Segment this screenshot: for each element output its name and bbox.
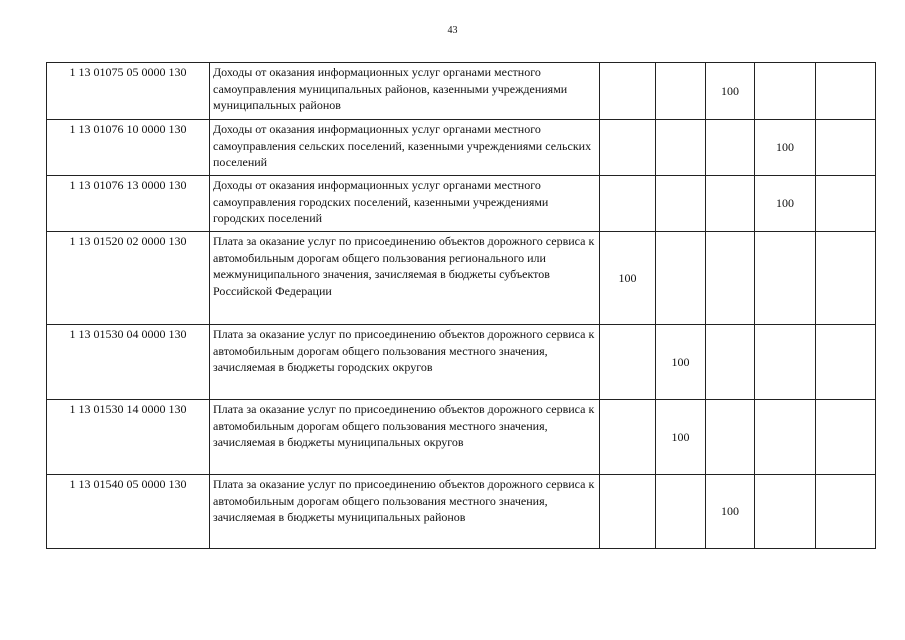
other-budget-cell (816, 232, 876, 325)
city-district-budget-cell (656, 63, 706, 120)
regional-budget-cell (600, 325, 656, 400)
revenue-description-cell: Доходы от оказания информационных услуг органами местного самоуправления городских поселений, казенными учреждениями городских поселений (210, 176, 600, 232)
regional-budget-cell: 100 (600, 232, 656, 325)
municipal-district-budget-cell (706, 120, 755, 176)
revenue-code-cell: 1 13 01530 14 0000 130 (47, 400, 210, 475)
regional-budget-cell (600, 400, 656, 475)
table-row (47, 120, 876, 176)
revenue-code-cell: 1 13 01520 02 0000 130 (47, 232, 210, 325)
other-budget-cell (816, 120, 876, 176)
regional-budget-cell (600, 120, 656, 176)
revenue-description-cell: Плата за оказание услуг по присоединению объектов дорожного сервиса к автомобильным дорогам общего пользования местного значения, зачисляемая в бюджеты муниципальных округов (210, 400, 600, 475)
revenue-description-cell: Плата за оказание услуг по присоединению объектов дорожного сервиса к автомобильным дорогам общего пользования местного значения, зачисляемая в бюджеты муниципальных районов (210, 475, 600, 549)
revenue-description-cell: Плата за оказание услуг по присоединению объектов дорожного сервиса к автомобильным дорогам общего пользования местного значения, зачисляемая в бюджеты городских округов (210, 325, 600, 400)
settlement-budget-cell: 100 (755, 120, 816, 176)
revenue-code-cell: 1 13 01076 10 0000 130 (47, 120, 210, 176)
other-budget-cell (816, 325, 876, 400)
regional-budget-cell (600, 63, 656, 120)
settlement-budget-cell (755, 232, 816, 325)
revenue-description-cell: Доходы от оказания информационных услуг органами местного самоуправления муниципальных районов, казенными учреждениями муниципальных районов (210, 63, 600, 120)
municipal-district-budget-cell (706, 232, 755, 325)
revenue-description-cell: Доходы от оказания информационных услуг органами местного самоуправления сельских поселений, казенными учреждениями сельских поселений (210, 120, 600, 176)
table-row (47, 400, 876, 475)
other-budget-cell (816, 176, 876, 232)
revenue-code-cell: 1 13 01530 04 0000 130 (47, 325, 210, 400)
revenue-code-cell: 1 13 01076 13 0000 130 (47, 176, 210, 232)
revenue-code-cell: 1 13 01540 05 0000 130 (47, 475, 210, 549)
city-district-budget-cell (656, 232, 706, 325)
table-row (47, 232, 876, 325)
other-budget-cell (816, 400, 876, 475)
city-district-budget-cell: 100 (656, 325, 706, 400)
municipal-district-budget-cell (706, 325, 755, 400)
settlement-budget-cell: 100 (755, 176, 816, 232)
city-district-budget-cell (656, 475, 706, 549)
regional-budget-cell (600, 176, 656, 232)
municipal-district-budget-cell (706, 176, 755, 232)
revenue-description-cell: Плата за оказание услуг по присоединению объектов дорожного сервиса к автомобильным дорогам общего пользования регионального или межмуниципального значения, зачисляемая в бюджеты субъектов Российской Федерации (210, 232, 600, 325)
city-district-budget-cell (656, 120, 706, 176)
page-number: 43 (447, 25, 458, 36)
municipal-district-budget-cell: 100 (706, 63, 755, 120)
revenue-code-cell: 1 13 01075 05 0000 130 (47, 63, 210, 120)
other-budget-cell (816, 475, 876, 549)
table-row (47, 63, 876, 120)
settlement-budget-cell (755, 400, 816, 475)
municipal-district-budget-cell: 100 (706, 475, 755, 549)
city-district-budget-cell (656, 176, 706, 232)
settlement-budget-cell (755, 63, 816, 120)
table-row (47, 325, 876, 400)
table-row (47, 475, 876, 549)
settlement-budget-cell (755, 325, 816, 400)
revenue-distribution-table (46, 62, 876, 549)
municipal-district-budget-cell (706, 400, 755, 475)
table-row (47, 176, 876, 232)
other-budget-cell (816, 63, 876, 120)
city-district-budget-cell: 100 (656, 400, 706, 475)
regional-budget-cell (600, 475, 656, 549)
settlement-budget-cell (755, 475, 816, 549)
